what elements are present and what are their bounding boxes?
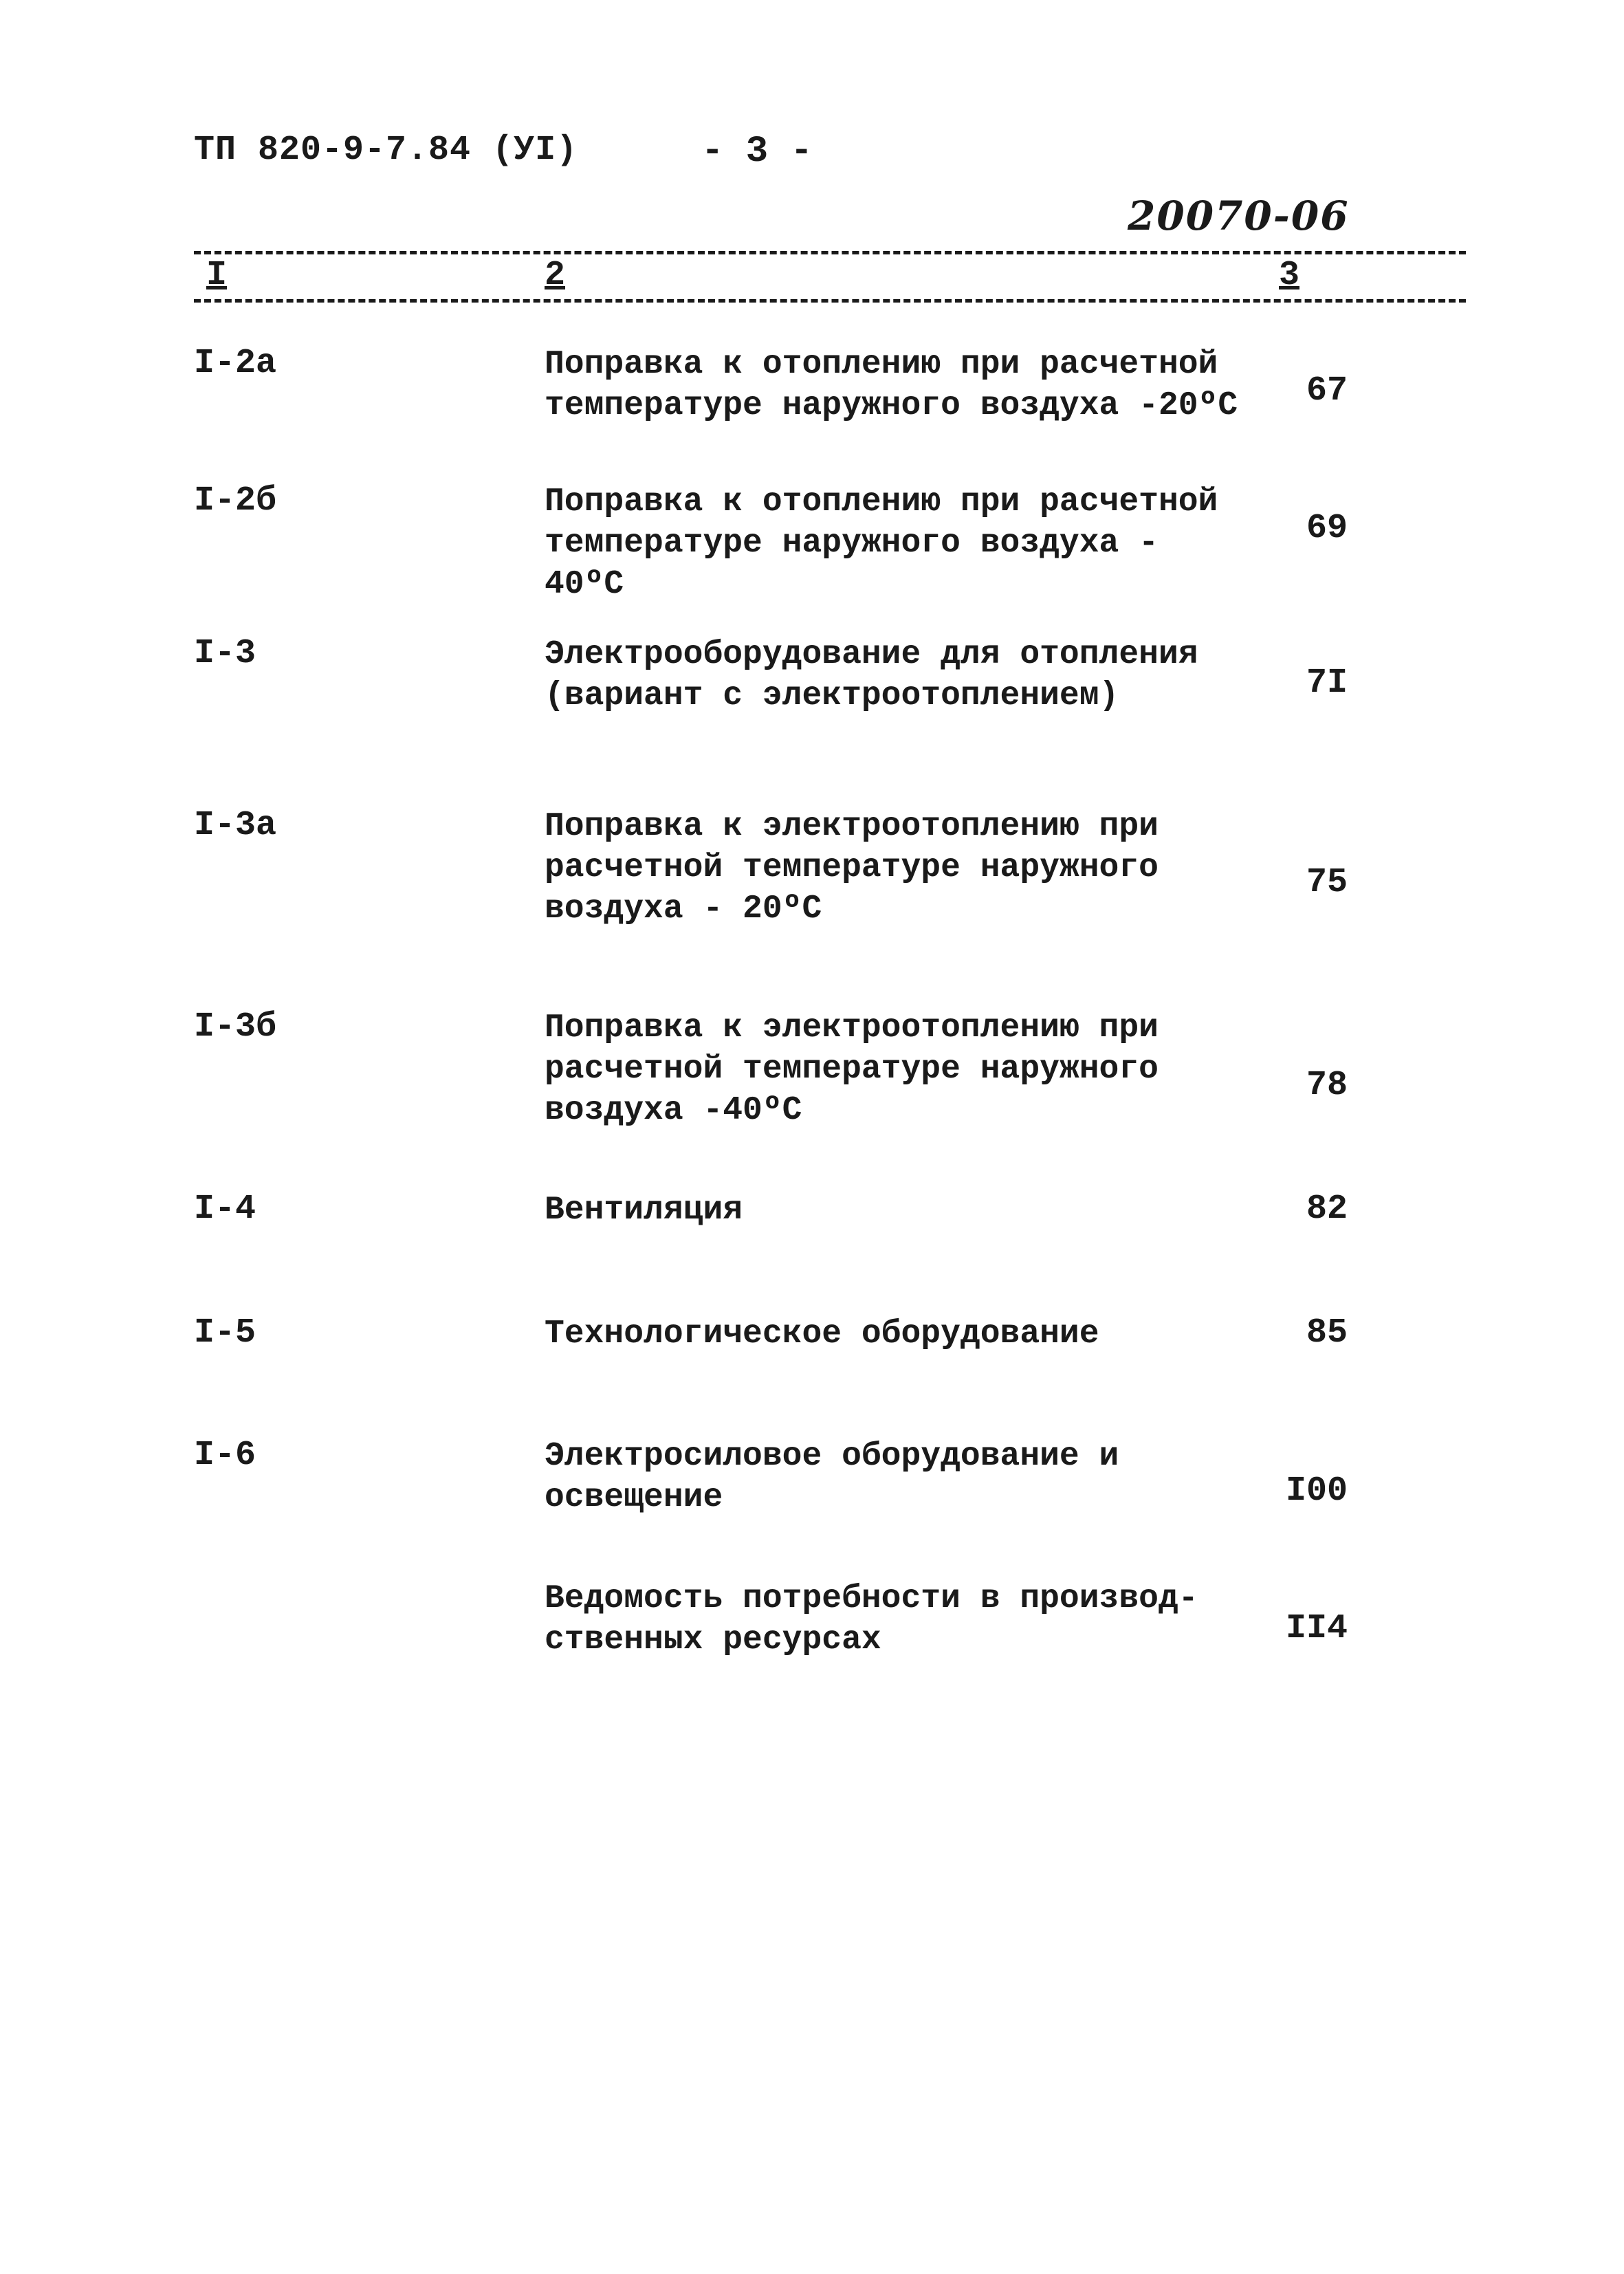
entry-title: Вентиляция: [545, 1192, 743, 1229]
entry-code: I-5: [194, 1313, 256, 1353]
entry-page: 75: [1306, 863, 1348, 902]
entry-page: II4: [1285, 1609, 1348, 1648]
page-number: - 3 -: [701, 131, 813, 173]
column-header-3: 3: [1279, 256, 1300, 295]
entry-page: 82: [1306, 1190, 1348, 1229]
document-code: ТП 820-9-7.84 (УI): [194, 131, 578, 170]
entry-page: I00: [1285, 1472, 1348, 1511]
entry-title: Технологическое оборудование: [545, 1315, 1099, 1353]
entry-page: 78: [1306, 1066, 1348, 1105]
entry-page: 67: [1306, 371, 1348, 411]
entry-title: Электрооборудование для отопления (вариант с электроотоплением): [545, 636, 1198, 714]
entry-code: I-3б: [194, 1007, 277, 1047]
entry-code: I-3а: [194, 806, 277, 845]
column-header-2: 2: [545, 256, 566, 295]
entry-page: 7I: [1306, 664, 1348, 703]
entry-code: I-2б: [194, 481, 277, 521]
table-header-rule: [194, 299, 1466, 303]
column-header-1: I: [206, 256, 228, 295]
entry-code: I-2а: [194, 344, 277, 383]
entry-page: 69: [1306, 509, 1348, 548]
table-top-rule: [194, 251, 1466, 254]
entry-title: Поправка к отоплению при расчетной температуре наружного воздуха - 40ºС: [545, 483, 1218, 603]
entry-title: Ведомость потребности в производ- ственных ресурсах: [545, 1580, 1198, 1659]
handwritten-code: 20070-06: [1128, 193, 1350, 239]
entry-title: Поправка к отоплению при расчетной температуре наружного воздуха -20ºС: [545, 346, 1238, 424]
entry-title: Электросиловое оборудование и освещение: [545, 1438, 1119, 1516]
entry-title: Поправка к электроотоплению при расчетной температуре наружного воздуха - 20ºС: [545, 808, 1159, 928]
entry-code: I-4: [194, 1190, 256, 1229]
entry-code: I-6: [194, 1436, 256, 1475]
entry-title: Поправка к электроотоплению при расчетной температуре наружного воздуха -40ºС: [545, 1009, 1159, 1129]
entry-page: 85: [1306, 1313, 1348, 1353]
entry-code: I-3: [194, 634, 256, 673]
